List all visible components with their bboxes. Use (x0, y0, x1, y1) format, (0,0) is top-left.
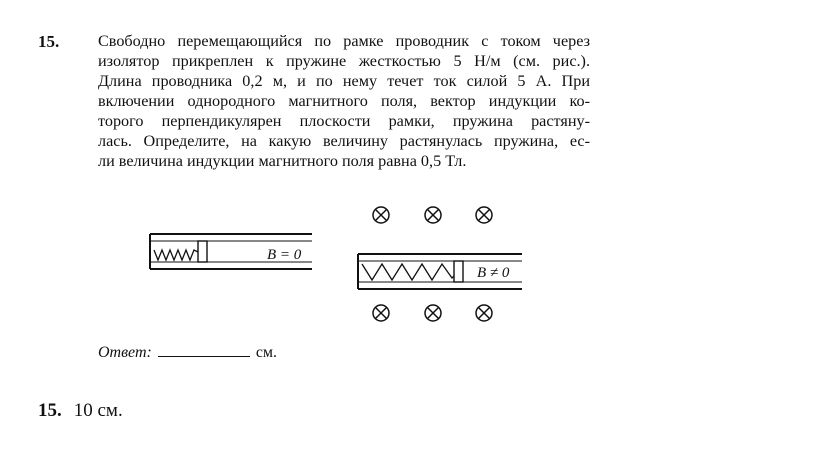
problem-number: 15. (38, 32, 60, 51)
answer-label: Ответ: (98, 344, 152, 361)
field-row-top (373, 207, 492, 223)
problem-line: ли величина индукции магнитного поля равна 0,5 Тл. (98, 152, 467, 170)
spring-compressed (154, 250, 198, 260)
field-into-page-icon (425, 207, 441, 223)
problem-line: включении однородного магнитного поля, вектор индукции ко- (98, 92, 590, 110)
answer-blank (158, 343, 250, 357)
field-into-page-icon (476, 207, 492, 223)
problem-line: Свободно перемещающийся по рамке проводник с током через (98, 32, 590, 50)
solution (38, 400, 123, 422)
problem-line: торого перпендикулярен плоскости рамки, пружина растяну- (98, 112, 590, 130)
problem-line: лась. Определите, на какую величину растянулась пружина, ес- (98, 132, 590, 150)
field-into-page-icon (373, 207, 389, 223)
answer-line (98, 343, 277, 362)
problem-line: Длина проводника 0,2 м, и по нему течет ток силой 5 А. При (98, 72, 590, 90)
problem-line: изолятор прикреплен к пружине жесткостью 5 Н/м (см. рис.). (98, 52, 590, 70)
insulator-right (454, 261, 463, 282)
field-into-page-icon (373, 305, 389, 321)
field-into-page-icon (476, 305, 492, 321)
answer-unit: см. (255, 344, 278, 361)
solution-value: 10 см. (73, 400, 123, 421)
label-b-zero: B = 0 (267, 247, 302, 263)
spring-stretched (362, 264, 454, 280)
field-into-page-icon (425, 305, 441, 321)
insulator-left (198, 241, 207, 262)
label-b-nonzero: B ≠ 0 (477, 265, 510, 281)
field-row-bottom (373, 305, 492, 321)
solution-number: 15. (38, 400, 62, 421)
